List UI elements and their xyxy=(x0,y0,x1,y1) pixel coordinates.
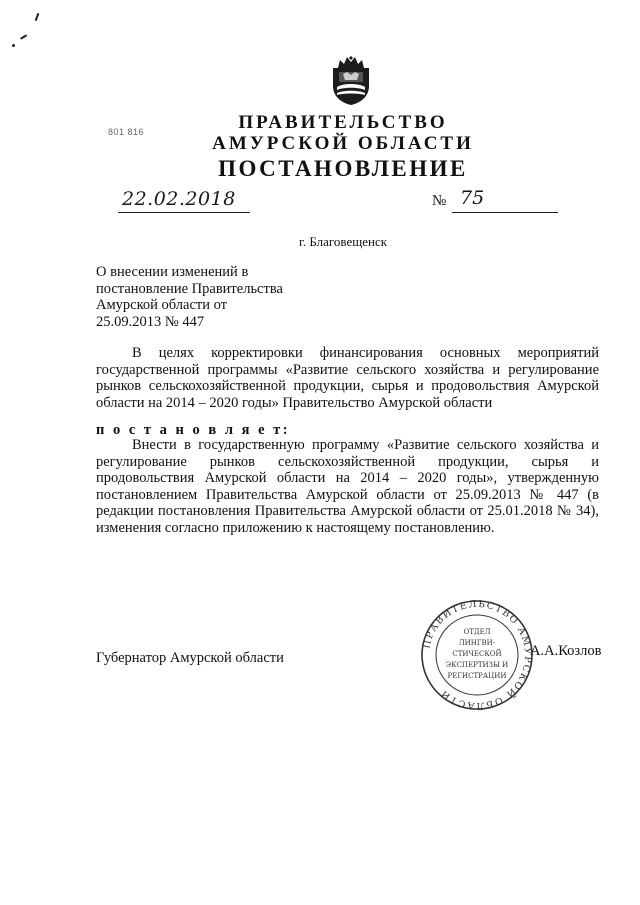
coat-of-arms-icon xyxy=(329,54,373,106)
number-label: № xyxy=(432,193,447,209)
number-field xyxy=(452,187,558,213)
registration-stamp-number: 801 816 xyxy=(108,127,145,137)
signer-position: Губернатор Амурской области xyxy=(96,650,284,666)
seal-outer-text: ПРАВИТЕЛЬСТВО АМУРСКОЙ ОБЛАСТИ xyxy=(421,598,534,712)
subject-line: О внесении изменений в xyxy=(96,264,249,280)
issuer-region: АМУРСКОЙ ОБЛАСТИ xyxy=(212,133,474,154)
subject-block xyxy=(96,264,316,330)
subject-line: 25.09.2013 № 447 xyxy=(96,313,205,330)
preamble-paragraph: В целях корректировки финансирования основных мероприятий государственной программы «Развитие сельского хозяйства и регулирование рынков сельскохозяйственной продукции, сырья и продовольствия Амурской области на 2014 – 2020 годы» Правительство Амурской области xyxy=(96,345,599,411)
scan-speck xyxy=(20,34,27,39)
seal-inner-line: РЕГИСТРАЦИИ xyxy=(447,672,507,680)
seal-inner-line: ОТДЕЛ xyxy=(463,628,491,636)
official-seal-icon xyxy=(411,597,543,713)
scan-speck xyxy=(12,44,15,47)
scan-speck xyxy=(35,13,40,21)
date-field xyxy=(118,190,250,213)
signer-name: А.А.Козлов xyxy=(530,643,602,659)
document-type: ПОСТАНОВЛЕНИЕ xyxy=(218,156,468,181)
decree-word: п о с т а н о в л я е т: xyxy=(96,422,291,438)
seal-inner-line: ЭКСПЕРТИЗЫ И xyxy=(445,661,509,669)
subject-line: постановление Правительства xyxy=(96,280,283,297)
city-line: г. Благовещенск xyxy=(298,234,388,249)
issuer-title: ПРАВИТЕЛЬСТВО xyxy=(238,112,448,133)
seal-inner-line: ЛИНГВИ- xyxy=(458,639,496,647)
handwritten-date: 22.02.2018 xyxy=(122,188,236,210)
handwritten-number: 75 xyxy=(460,187,485,209)
subject-line: Амурской области от xyxy=(96,297,228,313)
seal-inner-line: СТИЧЕСКОЙ xyxy=(452,650,502,658)
clause-paragraph: Внести в государственную программу «Развитие сельского хозяйства и регулирование рынков сельскохозяйственной продукции, сырья и продовольствия Амурской области на 2014 – 2020 годы», утвержденную постановлением Правительства Амурской области от 25.09.2013 № 447 (в редакции постановления Правительства Амурской области от 25.01.2018 № 34), изменения согласно приложению к настоящему постановлению. xyxy=(96,437,599,536)
